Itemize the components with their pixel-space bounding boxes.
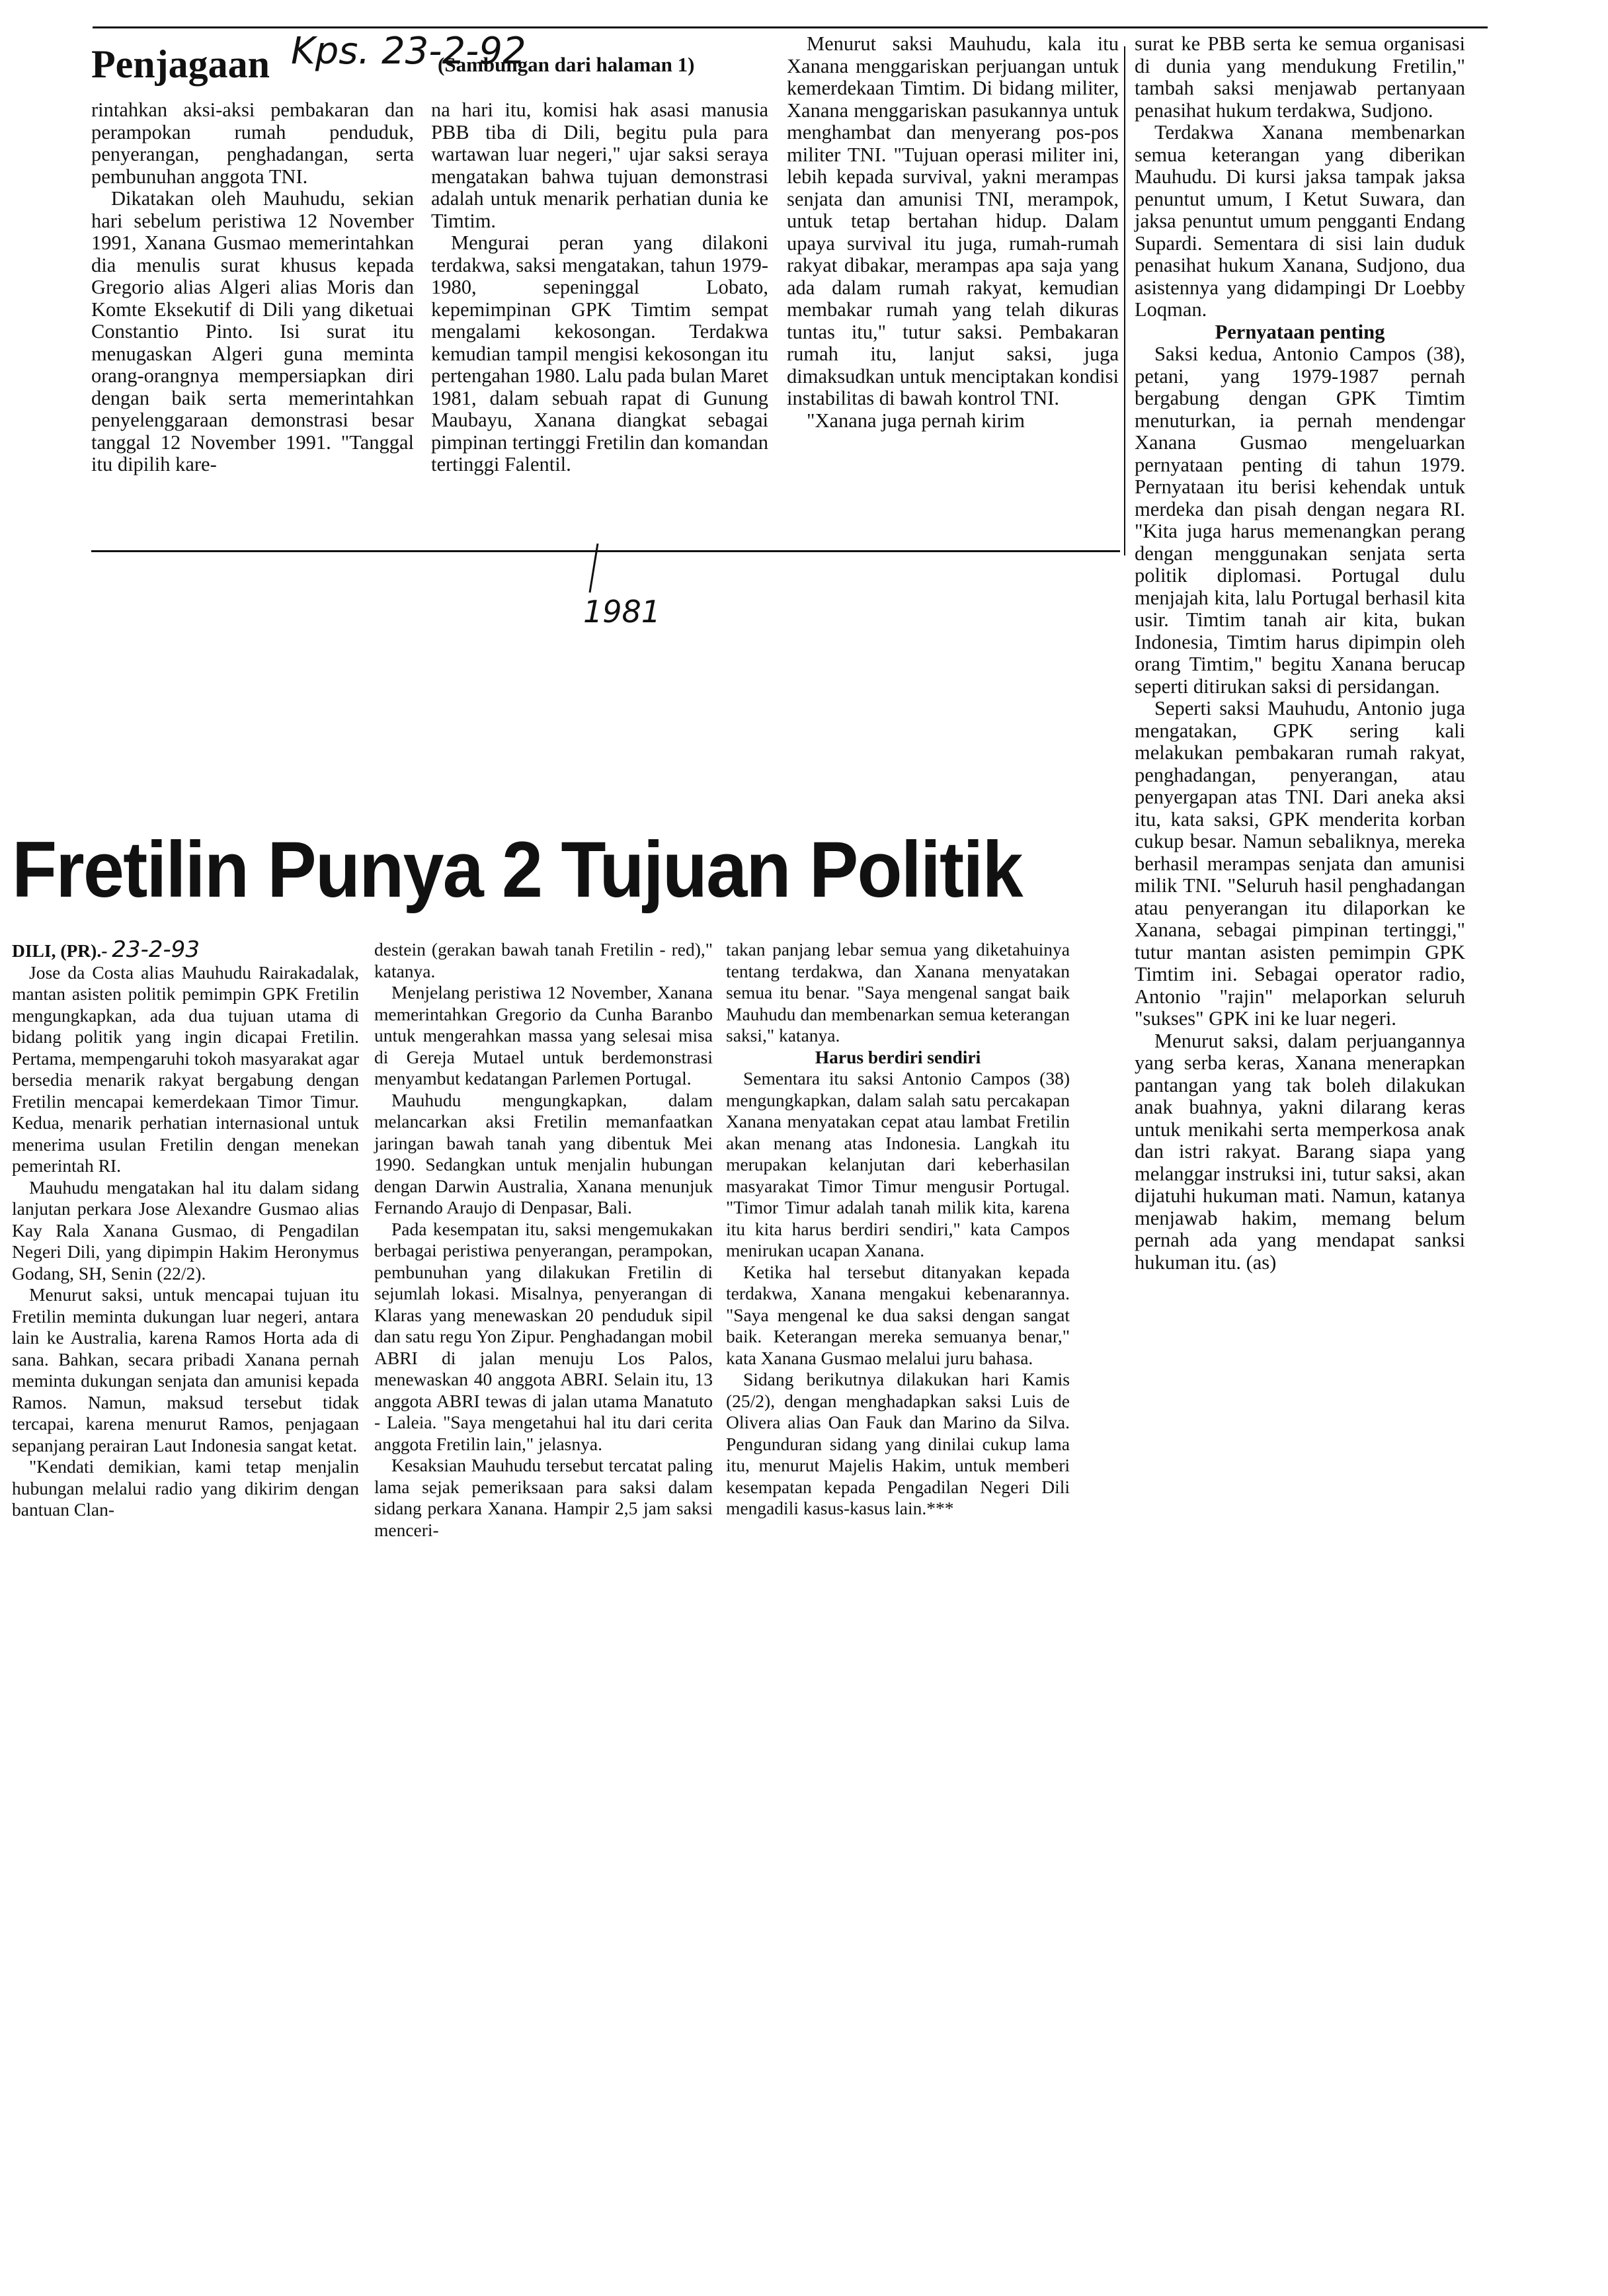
paragraph: Saksi kedua, Antonio Campos (38), petani, yang 1979-1987 pernah bergabung dengan GPK Timtim menuturkan, ia pernah mendengar Xanana Gusmao mengeluarkan pernyataan penting di tahun 1979. Pernyataan itu berisi kehendak untuk merdeka dan pisah dengan negara RI. "Kita juga harus memenangkan perang dengan menggunakan senjata serta politik diplomasi. Portugal dulu menjajah kita, lalu Portugal berhasil kita usir. Timtim tanah air kita, bukan Indonesia, Timtim harus dipimpin oleh orang Timtim," begitu Xanana berucap seperti ditirukan saksi di persidangan. — [1135, 343, 1465, 698]
clip1-column-1 — [91, 99, 414, 476]
paragraph: Menurut saksi, untuk mencapai tujuan itu Fretilin meminta dukungan luar negeri, antara lain ke Australia, karena Ramos Horta ada di sana. Bahkan, secara pribadi Xanana pernah meminta dukungan senjata dan amunisi kepada Ramos. Namun, maksud tersebut tidak tercapai, karena menurut Ramos, penjagaan sepanjang perairan Laut Indonesia sangat ketat. — [12, 1284, 359, 1456]
paragraph: Sidang berikutnya dilakukan hari Kamis (25/2), dengan menghadapkan saksi Luis de Olivera alias Oan Fauk dan Marino da Silva. Pengunduran sidang yang dinilai cukup lama itu, menurut Majelis Hakim, untuk memberi kesempatan kepada Pengadilan Negeri Dili mengadili kasus-kasus lain.*** — [726, 1369, 1070, 1518]
clip2-headline: Fretilin Punya 2 Tujuan Politik — [12, 825, 1022, 914]
paragraph: surat ke PBB serta ke semua organisasi di dunia yang mendukung Fretilin," tambah saksi menjawab pertanyaan penasihat hukum terdakwa, Sudjono. — [1135, 32, 1465, 122]
paragraph: Menurut saksi Mauhudu, kala itu Xanana menggariskan perjuangan untuk kemerdekaan Timtim. Di bidang militer, Xanana menggariskan pasukannya untuk menghambat dan menyerang pos-pos militer TNI. "Tujuan operasi militer ini, lebih kepada survival, yakni merampas senjata dan amunisi TNI, merampok, untuk tetap bertahan hidup. Dalam upaya survival itu juga, rumah-rumah rakyat dibakar, merampas apa saja yang ada dalam rumah rakyat, kemudian membakar rumah yang telah dikuras tuntas itu," tutur saksi. Pembakaran rumah itu, lanjut saksi, juga dimaksudkan untuk menciptakan kondisi instabilitas di bawah kontrol TNI. — [787, 32, 1119, 409]
paragraph: destein (gerakan bawah tanah Fretilin - red)," katanya. — [374, 939, 713, 981]
handwritten-date: 23-2-93 — [112, 936, 200, 963]
clip1-column-4 — [1135, 33, 1465, 1274]
subheading: Pernyataan penting — [1215, 320, 1385, 343]
paragraph: Menurut saksi, dalam perjuangannya yang serba keras, Xanana menerapkan pantangan yang tak boleh dilakukan anak buahnya, yakni dilarang keras untuk menikahi serta memperkosa anak dan istri rakyat. Barang siapa yang melanggar instruksi ini, tutur saksi, akan dijatuhi hukuman mati. Namun, katanya menjawab hakim, memang belum pernah ada yang mendapat sanksi hukuman itu. (as) — [1135, 1029, 1465, 1274]
clip2-column-3 — [726, 939, 1070, 1520]
paragraph: Pada kesempatan itu, saksi mengemukakan berbagai peristiwa penyerangan, perampokan, pembunuhan yang dilakukan Fretilin di sejumlah lokasi. Misalnya, penyerangan di Klaras yang menewaskan 20 penduduk sipil dan satu regu Yon Zipur. Penghadangan mobil ABRI di jalan menuju Los Palos, menewaskan 40 anggota ABRI. Selain itu, 13 anggota ABRI tewas di jalan utama Manatuto - Laleia. "Saya mengetahui hal itu dari cerita anggota Fretilin lain," jelasnya. — [374, 1218, 713, 1454]
top-rule — [93, 26, 1488, 28]
paragraph: Sementara itu saksi Antonio Campos (38) mengungkapkan, dalam salah satu percakapan Xanana menyatakan cepat atau lambat Fretilin akan menang atas Indonesia. Langkah itu merupakan kelanjutan dari keberhasilan masyarakat Timor Timur mengusir Portugal. "Timor Timur adalah tanah milik kita, karena itu kita harus berdiri sendiri," kata Campos menirukan ucapan Xanana. — [726, 1068, 1070, 1260]
clip1-heading: Penjagaan — [91, 42, 270, 86]
paragraph: Mauhudu mengungkapkan, dalam melancarkan aksi Fretilin memanfaatkan jaringan bawah tanah yang dibentuk Mei 1990. Sedangkan untuk menjalin hubungan dengan Darwin Australia, Xanana menunjuk Fernando Araujo di Denpasar, Bali. — [374, 1089, 713, 1217]
paragraph: na hari itu, komisi hak asasi manusia PBB tiba di Dili, begitu pula para wartawan luar negeri," ujar saksi seraya mengatakan bahwa tujuan demonstrasi adalah untuk menarik perhatian dunia ke Timtim. — [431, 99, 768, 232]
dateline: DILI, (PR).- — [12, 940, 112, 961]
paragraph: Kesaksian Mauhudu tersebut tercatat paling lama sejak pemeriksaan para saksi dalam sidang perkara Xanana. Hampir 2,5 jam saksi menceri- — [374, 1455, 713, 1540]
handwritten-pen-mark — [582, 542, 608, 595]
paragraph: Jose da Costa alias Mauhudu Rairakadalak, mantan asisten politik pemimpin GPK Fretilin mengungkapkan, ada dua tujuan utama di bidang politik yang ingin dicapai Fretilin. Pertama, mempengaruhi tokoh masyarakat agar bersedia menarik rakyat bergabung dengan Fretilin mencapai kemerdekaan Timor Timur. Kedua, menarik perhatian internasional untuk menerima usulan Fretilin dengan menekan pemerintah RI. — [12, 962, 359, 1176]
clip2-column-1 — [12, 936, 359, 1521]
clip1-column-2 — [431, 99, 768, 476]
paragraph: Ketika hal tersebut ditanyakan kepada terdakwa, Xanana mengakui kebenarannya. "Saya mengenal ke dua saksi dengan sangat baik. Keterangan mereka semuanya benar," kata Xanana Gusmao melalui juru bahasa. — [726, 1261, 1070, 1368]
paragraph: Mauhudu mengatakan hal itu dalam sidang lanjutan perkara Jose Alexandre Gusmao alias Kay Rala Xanana Gusmao, di Pengadilan Negeri Dili, yang dipimpin Hakim Heronymus Godang, SH, Senin (22/2). — [12, 1176, 359, 1284]
subheading: Harus berdiri sendiri — [815, 1046, 981, 1067]
dateline-row — [12, 936, 359, 963]
paragraph: "Kendati demikian, kami tetap menjalin hubungan melalui radio yang dikirim dengan bantuan Clan- — [12, 1456, 359, 1520]
clip1-column-3 — [787, 33, 1119, 432]
clip1-handwritten-year: 1981 — [583, 594, 661, 630]
paragraph: "Xanana juga pernah kirim — [807, 409, 1025, 432]
clip2-column-2 — [374, 939, 713, 1541]
paragraph: Menjelang peristiwa 12 November, Xanana memerintahkan Gregorio da Cunha Baranbo untuk mengerahkan massa yang selesai misa di Gereja Mutael untuk berdemonstrasi menyambut kedatangan Parlemen Portugal. — [374, 982, 713, 1088]
paragraph: Terdakwa Xanana membenarkan semua keterangan yang diberikan Mauhudu. Di kursi jaksa tampak jaksa penuntut umum, I Ketut Suwara, dan jaksa penuntut umum pengganti Endang Supardi. Sementara di sisi lain duduk penasihat hukum Xanana, Sudjono, dua asistennya yang didampingi Dr Loebby Loqman. — [1135, 121, 1465, 321]
paragraph: Mengurai peran yang dilakoni terdakwa, saksi mengatakan, tahun 1979-1980, sepeninggal Lobato, kepemimpinan GPK Timtim sempat mengalami kekosongan. Terdakwa kemudian tampil mengisi kekosongan itu pertengahan 1980. Lalu pada bulan Maret 1981, dalam sebuah rapat di Gunung Maubayu, Xanana diangkat sebagai pimpinan tertinggi Fretilin dan komandan tertinggi Falentil. — [431, 231, 768, 475]
paragraph: Seperti saksi Mauhudu, Antonio juga mengatakan, GPK sering kali melakukan pembakaran rumah rakyat, penghadangan, penyerangan, atau penyergapan atas TNI. Dari aneka aksi itu, kata saksi, GPK menderita korban cukup besar. Namun sebaliknya, mereka berhasil merampas senjata dan amunisi milik TNI. "Seluruh hasil penghadangan atau penyerangan itu dilaporkan ke Xanana, sebagai pimpinan tertinggi," tutur mantan asisten pemimpin GPK Timtim ini. Sebagai operator radio, Antonio "rajin" melaporkan seluruh "sukses" GPK ini ke luar negeri. — [1135, 697, 1465, 1030]
clip1-column-rule — [1124, 46, 1125, 555]
clip1-handwritten-ref: Kps. 23-2-92 — [291, 30, 526, 73]
paragraph: takan panjang lebar semua yang diketahuinya tentang terdakwa, dan Xanana menyatakan semua itu benar. "Saya mengenal sangat baik Mauhudu dan membenarkan semua keterangan saksi," katanya. — [726, 939, 1070, 1046]
paragraph: Dikatakan oleh Mauhudu, sekian hari sebelum peristiwa 12 November 1991, Xanana Gusmao memerintahkan dia menulis surat khusus kepada Gregorio alias Algeri alias Moris dan Komte Eksekutif di Dili yang diketuai Constantio Pinto. Isi surat itu menugaskan Algeri guna meminta orang-orangnya mempersiapkan diri dengan baik serta memerintahkan penyelenggaraan demonstrasi besar tanggal 12 November 1991. "Tanggal itu dipilih kare- — [91, 187, 414, 475]
clip1-continued-label: (Sambungan dari halaman 1) — [438, 53, 695, 76]
paragraph: rintahkan aksi-aksi pembakaran dan perampokan rumah penduduk, penyerangan, penghadangan, serta pembunuhan anggota TNI. — [91, 99, 414, 188]
